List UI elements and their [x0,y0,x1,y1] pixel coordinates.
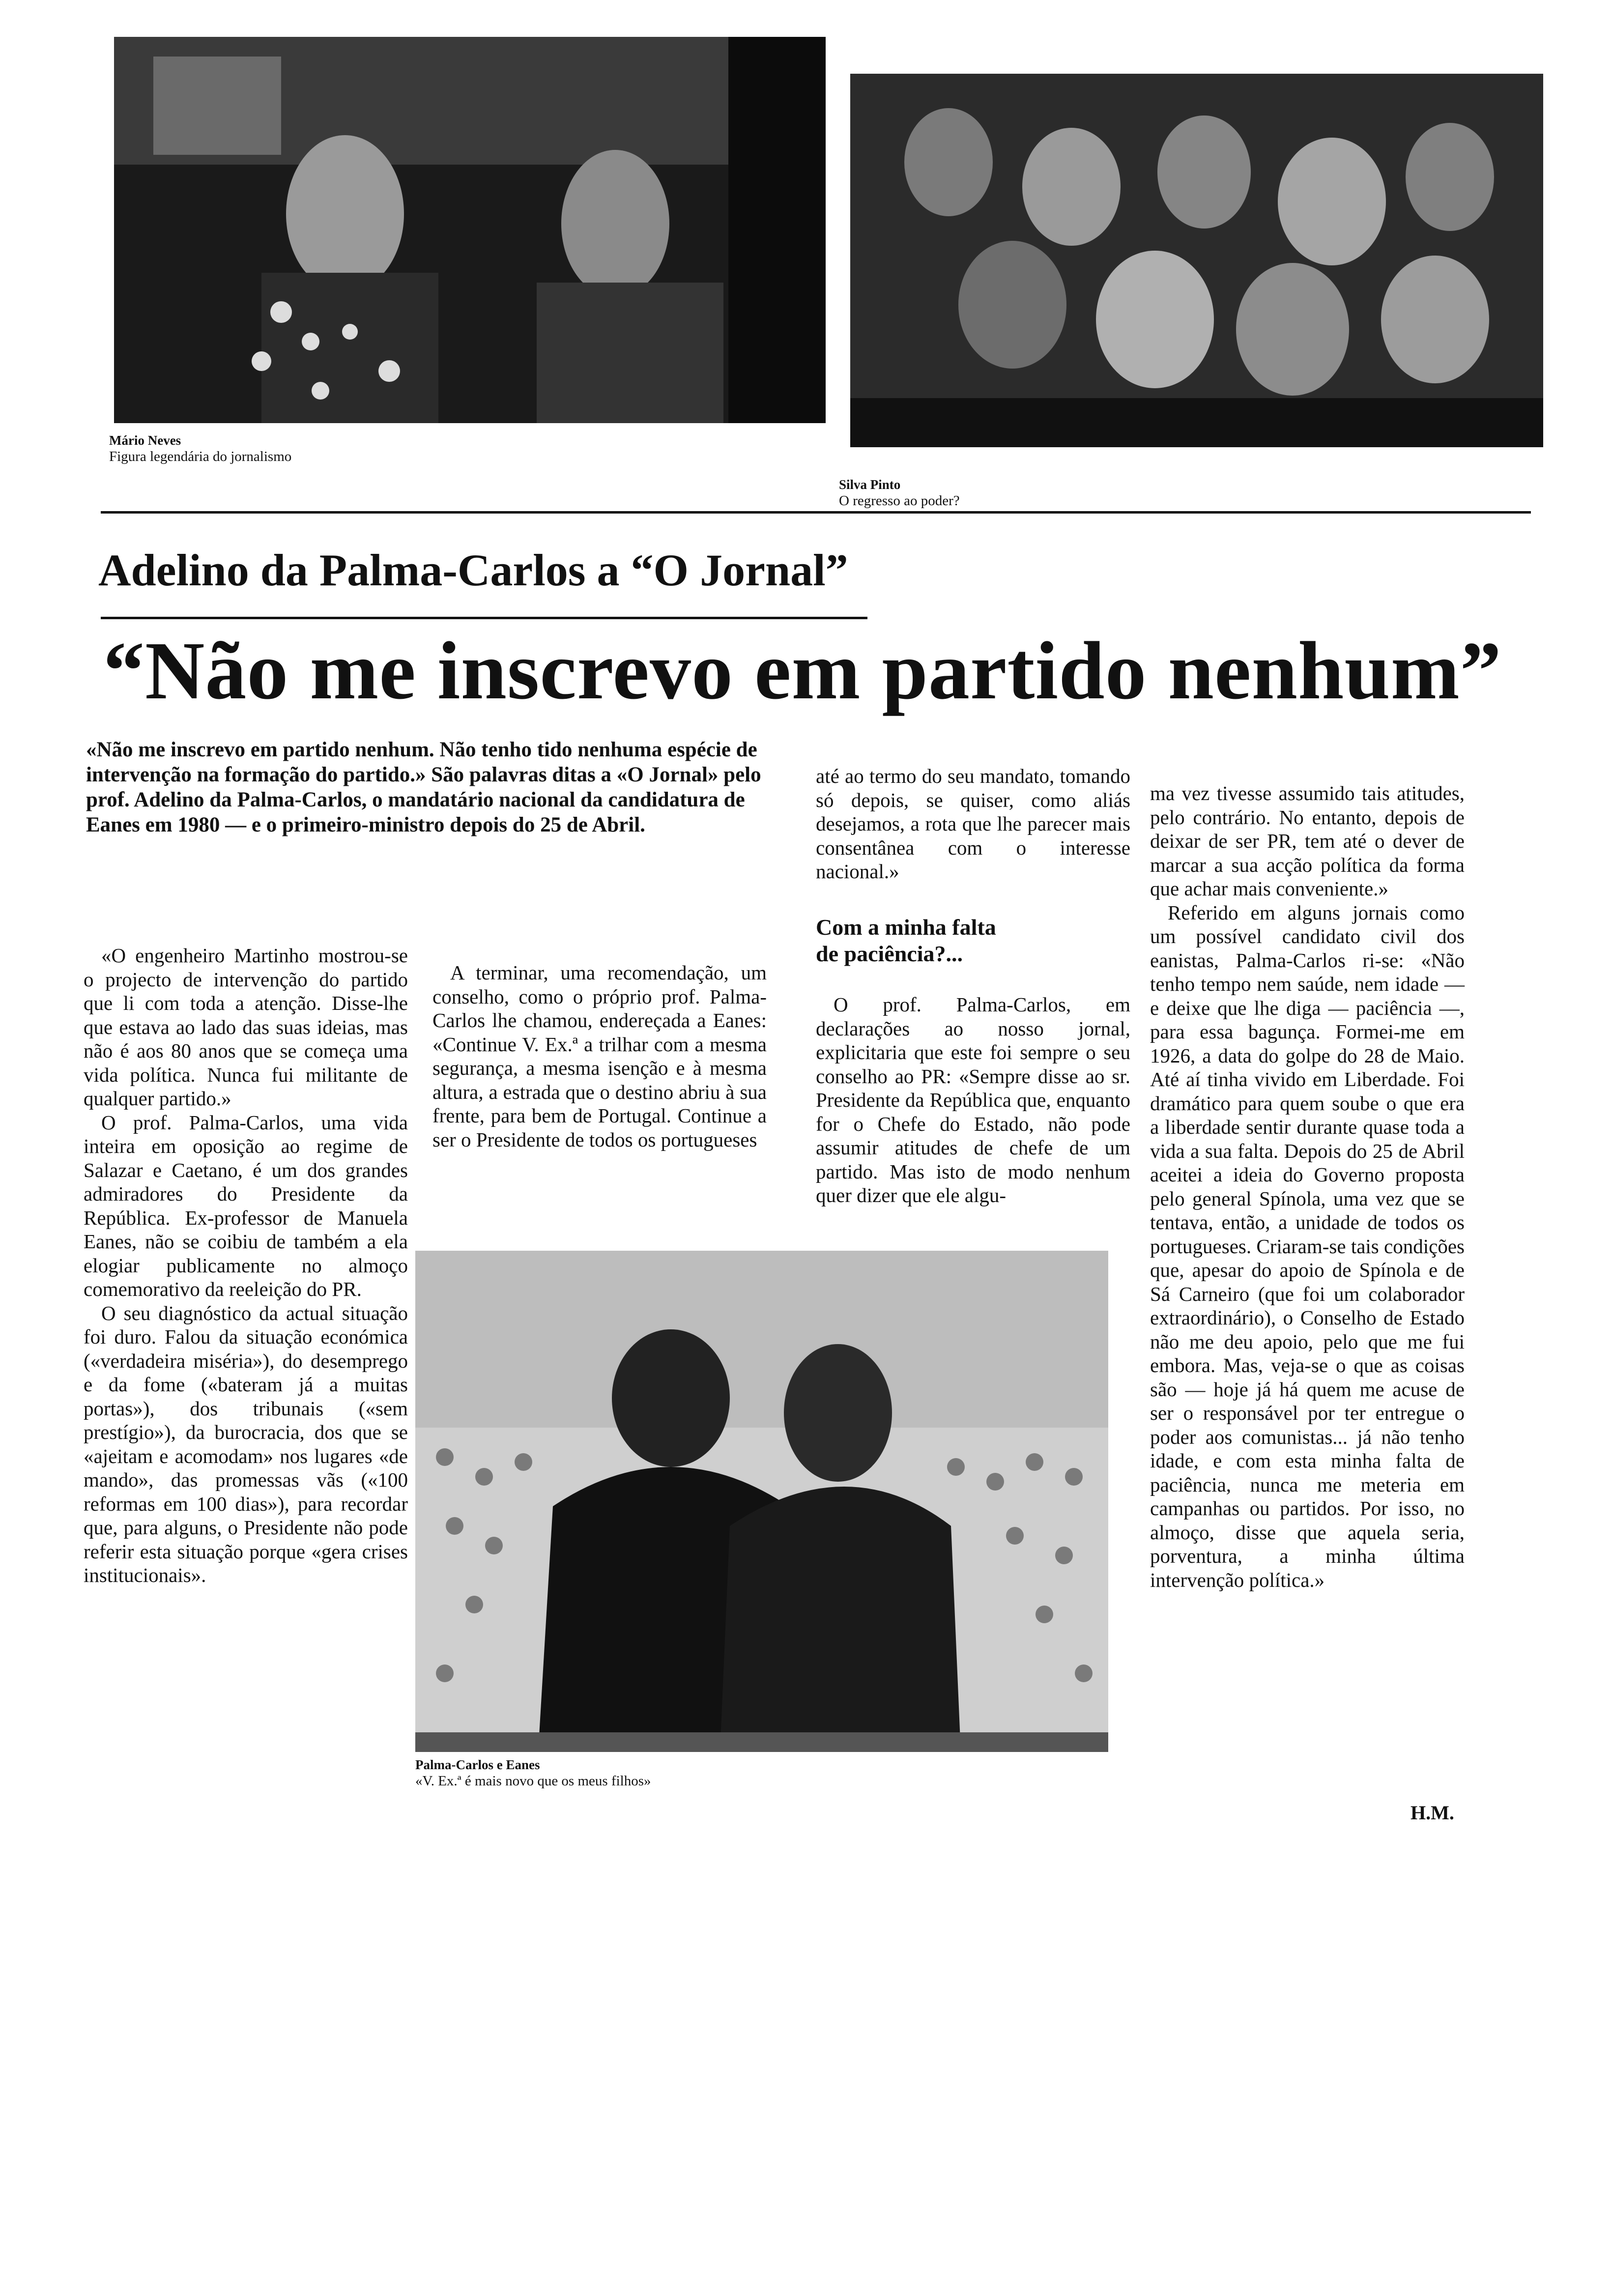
photo-right-image [850,74,1543,447]
col2-paragraph-1: A terminar, uma recomendação, um conselho, como o próprio prof. Palma-Carlos lhe chamou, endereçada a Eanes: «Continue V. Ex.ª a trilhar com a mesma segurança, a mesma isenção e à mesma altura, a estrada que o destino abriu à sua frente, para bem de Portugal. Continue a ser o Presidente de todos os portugueses [432,961,767,1151]
caption-left-text: Figura legendária do jornalismo [109,449,292,464]
column-3-body [816,993,1130,1207]
col4-paragraph-1: ma vez tivesse assumido tais atitudes, pelo contrário. No entanto, depois de deixar de ser PR, tem até o dever de marcar a sua acção política da forma que achar mais conveniente.» [1150,782,1465,900]
photo-left-image [114,37,826,423]
col3-paragraph-2: O prof. Palma-Carlos, em declarações ao nosso jornal, explicitaria que este foi sempre o seu conselho ao PR: «Sempre disse ao sr. Presidente da República que, enquanto for o Chefe do Estado, não pode assumir atitudes de chefe de um partido. Mas isto de modo nenhum quer dizer que ele algu- [816,993,1130,1206]
caption-left [109,432,291,465]
caption-center-text: «V. Ex.ª é mais novo que os meus filhos» [415,1773,651,1789]
photo-center-image [415,1251,1108,1752]
photo-mario-neves [114,37,826,423]
top-rule [101,511,1531,514]
photo-silva-pinto [850,74,1543,447]
kicker: Adelino da Palma-Carlos a “O Jornal” [98,545,848,595]
lead-paragraph: «Não me inscrevo em partido nenhum. Não tenho tido nenhuma espécie de intervenção na formação do partido.» São palavras ditas a «O Jornal» pelo prof. Adelino da Palma-Carlos, o mandatário nacional da candidatura de Eanes em 1980 — e o primeiro-ministro depois do 25 de Abril. [86,738,761,836]
author-signature: H.M. [1410,1802,1454,1824]
column-3-top [816,764,1130,884]
col4-paragraph-2: Referido em alguns jornais como um possível candidato civil dos eanistas, Palma-Carlos ri-se: «Não tenho tempo nem saúde, nem idade — e deixe que lhe diga — paciência —, para essa bagunça. Formei-me em 1926, a data do golpe do 28 de Maio. Até aí tinha vivido em Liberdade. Foi dramático para quem soube o que era a liberdade sentir durante quase toda a vida a sua falta. Depois do 25 de Abril aceitei a ideia do Governo proposta pelo general Spínola, uma vez que se tentava, então, a unidade de todos os portugueses. Criaram-se tais condições que, apesar do apoio de Spínola e de Sá Carneiro (que foi um colaborador extraordinário), o Conselho de Estado não me deu apoio, pelo que me fui embora. Mas, veja-se o que as coisas são — hoje já há quem me acuse de ser o responsável por ter entregue o poder aos comunistas... já não tenho idade, e com esta minha falta de paciência, nunca me meteria em campanhas ou partidos. Por isso, no almoço, disse que aquela seria, porventura, a minha última intervenção política.» [1150,901,1465,1591]
headline: “Não me inscrevo em partido nenhum” [103,625,1502,717]
column-1 [84,944,408,1587]
caption-right-name: Silva Pinto [839,477,901,492]
col1-paragraph-1: «O engenheiro Martinho mostrou-se o projecto de intervenção do partido que li com toda a atenção. Disse-lhe que estava ao lado das suas ideias, mas não é aos 80 anos que se começa uma vida política. Nunca fui militante de qualquer partido.» [84,944,408,1110]
column-2 [432,961,767,1151]
caption-right-text: O regresso ao poder? [839,493,960,509]
caption-center [415,1757,651,1789]
column-4 [1150,781,1465,1592]
caption-center-name: Palma-Carlos e Eanes [415,1757,540,1772]
col1-paragraph-3: O seu diagnóstico da actual situação foi duro. Falou da situação económica («verdadeira miséria»), do desemprego e da fome («bateram já a muitas portas»), dos tribunais («sem prestígio»), da burocracia, dos que se «ajeitam e acomodam» nos lugares «de mando», das promessas vãs («100 reformas em 100 dias»), para recordar que, para alguns, o Presidente não pode referir esta situação porque «gera crises institucionais». [84,1301,408,1586]
caption-right [839,477,960,509]
subhead: Com a minha falta de paciência?... [816,915,996,966]
col1-paragraph-2: O prof. Palma-Carlos, uma vida inteira em oposição ao regime de Salazar e Caetano, é um dos grandes admiradores do Presidente da República. Ex-professor de Manuela Eanes, não se coibiu de também a ela elogiar publicamente no almoço comemorativo da reeleição do PR. [84,1111,408,1300]
photo-palma-carlos-eanes [415,1251,1108,1752]
col3-paragraph-1: até ao termo do seu mandato, tomando só depois, se quiser, como aliás desejamos, a rota que lhe parecer mais consentânea com o interesse nacional.» [816,765,1130,883]
kicker-underline [101,617,867,619]
caption-left-name: Mário Neves [109,433,181,448]
